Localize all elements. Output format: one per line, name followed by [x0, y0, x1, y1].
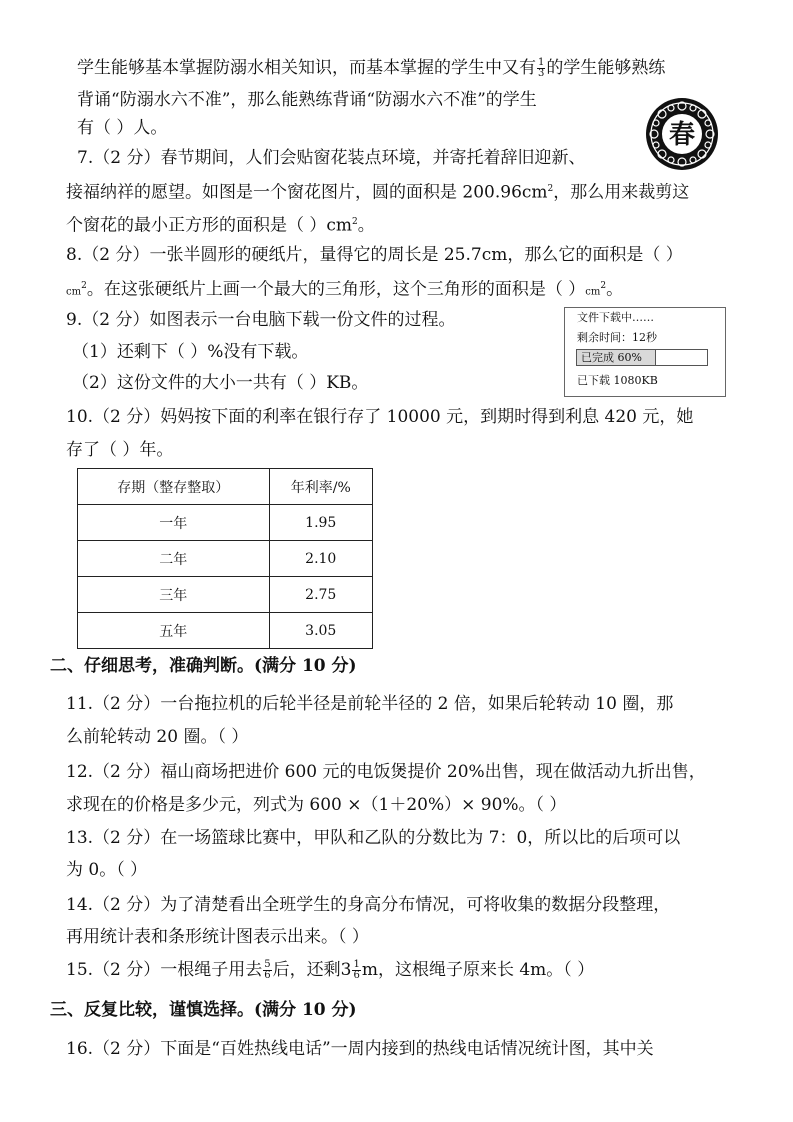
q6-line-2: 背诵“防溺水六不准”，那么能熟练背诵“防溺水六不准”的学生	[77, 90, 537, 110]
download-title: 文件下载中……	[577, 311, 654, 324]
q14-line-2: 再用统计表和条形统计图表示出来。（ ）	[66, 927, 369, 947]
q9-line-2: （1）还剩下（ ）%没有下载。	[72, 342, 309, 362]
table-row	[78, 541, 373, 577]
section-3-heading: 三、反复比较，谨慎选择。(满分 10 分)	[50, 1000, 357, 1020]
window-flower-image	[645, 97, 719, 171]
download-progress-bar	[576, 349, 708, 366]
table-row	[78, 577, 373, 613]
table-cell-term: 二年	[78, 541, 270, 577]
table-row	[78, 613, 373, 649]
q12-line-2: 求现在的价格是多少元，列式为 600 ×（1＋20%）× 90%。（ ）	[66, 795, 567, 815]
table-cell-term: 五年	[78, 613, 270, 649]
q8-line-1: 8.（2 分）一张半圆形的硬纸片，量得它的周长是 25.7cm，那么它的面积是（ ）	[66, 245, 683, 265]
interest-rate-table	[77, 468, 373, 649]
table-header-row	[78, 469, 373, 505]
q11-line-1: 11.（2 分）一台拖拉机的后轮半径是前轮半径的 2 倍，如果后轮转动 10 圈，那	[66, 694, 674, 714]
table-cell-rate: 2.75	[269, 577, 372, 613]
spring-character: 春	[668, 120, 696, 150]
q6-line-3: 有（ ）人。	[77, 118, 168, 138]
table-cell-rate: 1.95	[269, 505, 372, 541]
table-cell-term: 一年	[78, 505, 270, 541]
q6-text-a: 学生能够基本掌握防溺水相关知识，而基本掌握的学生中又有	[77, 58, 536, 78]
table-cell-rate: 3.05	[269, 613, 372, 649]
q15-fraction-used: $\frac{5}{6}$	[264, 959, 271, 981]
table-header-rate: 年利率/%	[269, 469, 372, 505]
table-row	[78, 505, 373, 541]
q9-line-3: （2）这份文件的大小一共有（ ）KB。	[72, 373, 369, 393]
download-remaining-time: 剩余时间：12秒	[577, 331, 657, 344]
section-2-heading: 二、仔细思考，准确判断。(满分 10 分)	[50, 656, 357, 676]
q10-line-1: 10.（2 分）妈妈按下面的利率在银行存了 10000 元，到期时得到利息 420 元，她	[66, 407, 694, 427]
q13-line-1: 13.（2 分）在一场篮球比赛中，甲队和乙队的分数比为 7：0，所以比的后项可以	[66, 828, 681, 848]
q7-line-2: 接福纳祥的愿望。如图是一个窗花图片，圆的面积是 $200.96cm^2$，那么用来裁剪这	[66, 182, 690, 203]
q10-line-2: 存了（ ）年。	[66, 440, 174, 460]
q6-line-1	[77, 56, 665, 80]
q15-line: 15.（2 分）一根绳子用去 $\frac{5}{6}$ 后，还剩3 $\frac{1}{6}$ m，这根绳子原来长 4m。（ ）	[66, 959, 595, 981]
table-header-term: 存期（整存整取）	[78, 469, 270, 505]
q6-fraction: $\frac{1}{3}$	[538, 57, 545, 79]
q11-line-2: 么前轮转动 20 圈。（ ）	[66, 727, 249, 747]
q12-line-1: 12.（2 分）福山商场把进价 600 元的电饭煲提价 20%出售，现在做活动九折出售，	[66, 762, 706, 782]
download-size: 已下载 1080KB	[577, 374, 658, 387]
download-completed-label: 已完成 60%	[581, 351, 642, 364]
q7-line-3: 个窗花的最小正方形的面积是（ ）$cm^2$。	[66, 215, 375, 236]
q7-line-1: 7.（2 分）春节期间，人们会贴窗花装点环境，并寄托着辞旧迎新、	[77, 148, 586, 168]
q6-text-b: 的学生能够熟练	[546, 58, 666, 78]
q13-line-2: 为 0。（ ）	[66, 860, 148, 880]
q15-mixed-whole: 3	[340, 960, 352, 980]
q16-line-1: 16.（2 分）下面是“百姓热线电话”一周内接到的热线电话情况统计图，其中关	[66, 1039, 654, 1059]
download-dialog-image	[564, 307, 726, 397]
q14-line-1: 14.（2 分）为了清楚看出全班学生的身高分布情况，可将收集的数据分段整理，	[66, 895, 671, 915]
q8-line-2: $cm^2$。在这张硬纸片上画一个最大的三角形，这个三角形的面积是（ ）$cm^2$。	[66, 279, 624, 300]
q15-fraction-left: $\frac{1}{6}$	[353, 959, 360, 981]
q9-line-1: 9.（2 分）如图表示一台电脑下载一份文件的过程。	[66, 310, 456, 330]
table-cell-term: 三年	[78, 577, 270, 613]
table-cell-rate: 2.10	[269, 541, 372, 577]
